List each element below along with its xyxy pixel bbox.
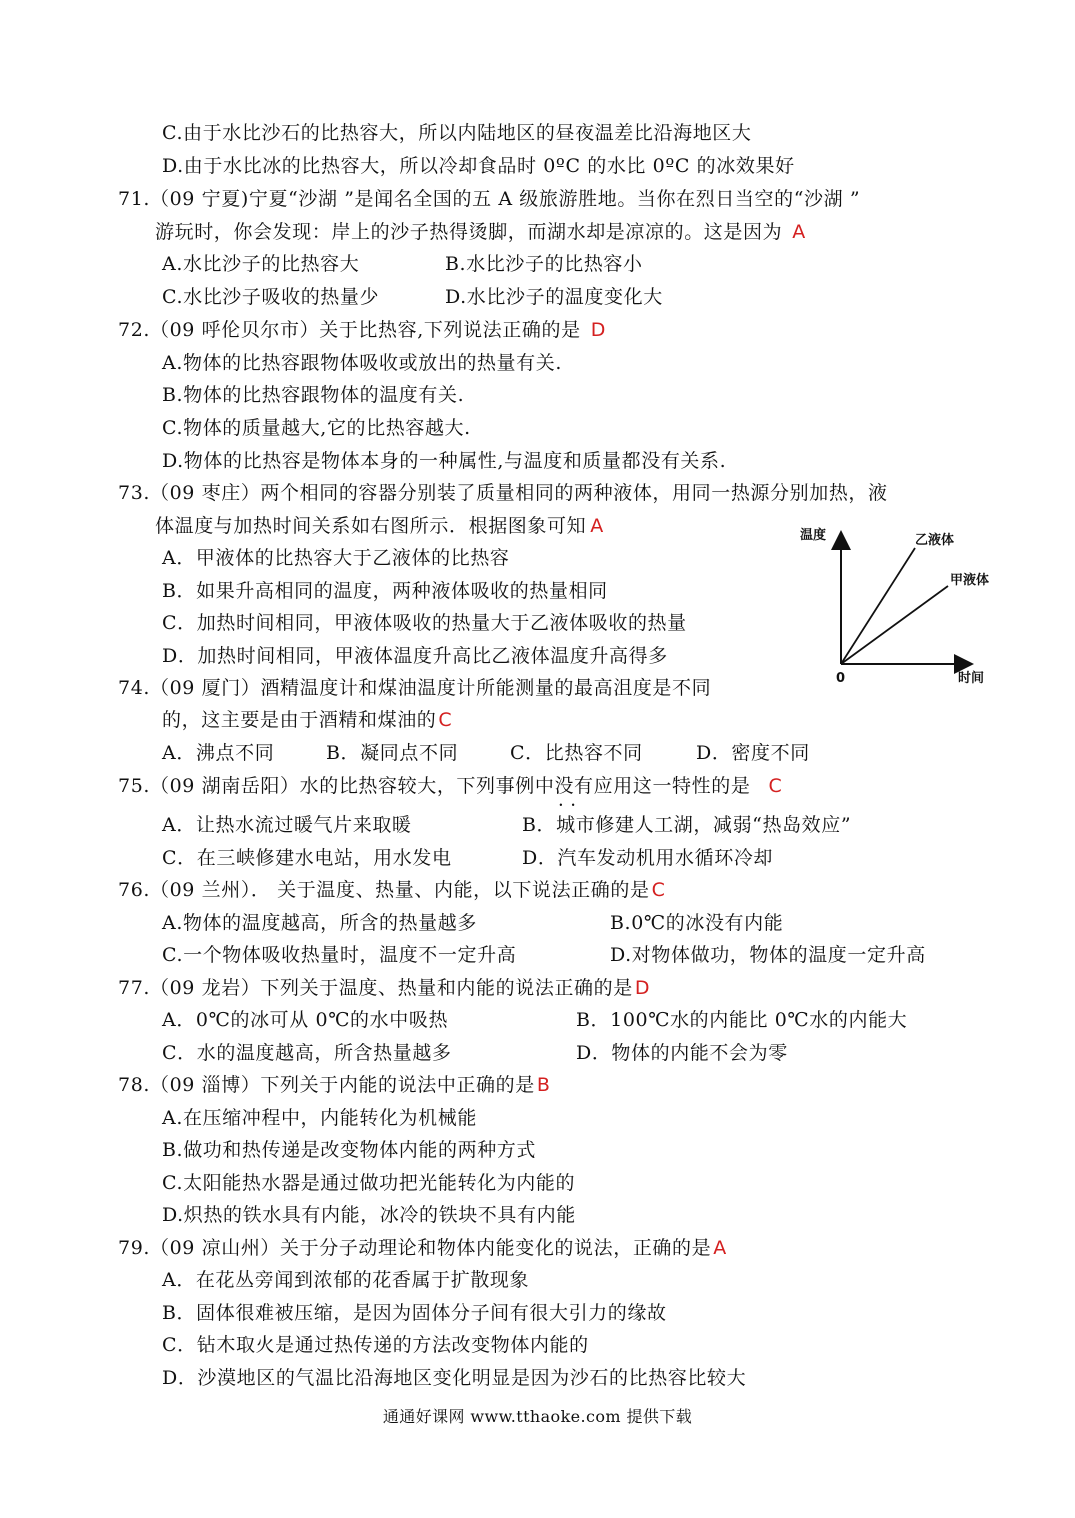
q74-stem-text: 的，这主要是由于酒精和煤油的 [162, 709, 437, 731]
q76-option-b: B.0℃的冰没有内能 [610, 912, 784, 934]
q79-stem [118, 1235, 727, 1261]
q77-answer: D [634, 977, 651, 999]
q74-option-d: D．密度不同 [696, 742, 810, 764]
q75-options-row2 [162, 845, 773, 871]
q77-option-c: C．水的温度越高，所含热量越多 [162, 1042, 452, 1064]
q77-options-row1 [162, 1007, 907, 1033]
q74-stem-line1: 74.（09 厦门）酒精温度计和煤油温度计所能测量的最高沮度是不同 [118, 677, 712, 699]
q72-answer: D [590, 319, 606, 341]
q79-stem-text: 79.（09 凉山州）关于分子动理论和物体内能变化的说法，正确的是 [118, 1237, 712, 1259]
q77-stem [118, 975, 650, 1001]
q77-options-row2 [162, 1040, 788, 1066]
q72-option-b: B.物体的比热容跟物体的温度有关. [162, 384, 465, 406]
q76-answer: C [651, 879, 666, 901]
q76-option-c: C.一个物体吸收热量时，温度不一定升高 [162, 944, 517, 966]
q75-option-b: B．城市修建人工湖，减弱“热岛效应” [522, 814, 852, 836]
q72-option-c: C.物体的质量越大,它的比热容越大. [162, 417, 471, 439]
q71-option-d: D.水比沙子的温度变化大 [445, 286, 663, 308]
q78-option-b: B.做功和热传递是改变物体内能的两种方式 [162, 1139, 537, 1161]
q76-option-d: D.对物体做功，物体的温度一定升高 [610, 944, 926, 966]
q73-option-d: D．加热时间相同，甲液体温度升高比乙液体温度升高得多 [162, 645, 668, 667]
q77-option-d: D．物体的内能不会为零 [576, 1042, 788, 1064]
q74-stem-line2 [162, 707, 452, 733]
q77-stem-text: 77.（09 龙岩）下列关于温度、热量和内能的说法正确的是 [118, 977, 633, 999]
q75-option-c: C．在三峡修建水电站，用水发电 [162, 847, 452, 869]
q71-stem-line1: 71.（09 宁夏)宁夏“沙湖 ”是闻名全国的五 A 级旅游胜地。当你在烈日当空的“沙湖 ” [118, 188, 861, 210]
q76-stem-text: 76.（09 兰州）． 关于温度、热量、内能，以下说法正确的是 [118, 879, 650, 901]
x-axis-label: 时间 [958, 671, 985, 686]
q79-option-d: D．沙漠地区的气温比沿海地区变化明显是因为沙石的比热容比较大 [162, 1367, 747, 1389]
q71-stem-line2 [155, 219, 806, 245]
q73-option-a: A．甲液体的比热容大于乙液体的比热容 [162, 547, 510, 569]
q78-option-d: D.炽热的铁水具有内能，冰冷的铁块不具有内能 [162, 1204, 576, 1226]
q71-options-row2 [162, 284, 663, 310]
q76-option-a: A.物体的温度越高，所含的热量越多 [162, 912, 477, 934]
q73-stem-text: 体温度与加热时间关系如右图所示．根据图象可知 [155, 515, 587, 537]
q75-stem-post: 应用这一特性的是 [593, 775, 751, 797]
q71-option-a: A.水比沙子的比热容大 [162, 253, 360, 275]
q71-option-b: B.水比沙子的比热容小 [445, 253, 643, 275]
q71-answer: A [792, 221, 806, 243]
q77-option-a: A．0℃的冰可从 0℃的水中吸热 [162, 1009, 449, 1031]
q78-stem [118, 1072, 550, 1098]
q70-option-c: C.由于水比沙石的比热容大，所以内陆地区的昼夜温差比沿海地区大 [162, 122, 752, 144]
q70-option-d: D.由于水比冰的比热容大，所以冷却食品时 0ºC 的水比 0ºC 的冰效果好 [162, 155, 795, 177]
q74-option-a: A．沸点不同 [162, 742, 275, 764]
q73-answer: A [590, 515, 604, 537]
q75-stem [118, 773, 782, 799]
q73-option-b: B．如果升高相同的温度，两种液体吸收的热量相同 [162, 580, 608, 602]
series-line-jia [841, 586, 948, 664]
q73-option-c: C．加热时间相同，甲液体吸收的热量大于乙液体吸收的热量 [162, 612, 687, 634]
q76-stem [118, 877, 665, 903]
q79-option-c: C．钻木取火是通过热传递的方法改变物体内能的 [162, 1334, 589, 1356]
q73-stem-line2 [155, 513, 604, 539]
q78-answer: B [536, 1074, 551, 1096]
q78-stem-text: 78.（09 淄博）下列关于内能的说法中正确的是 [118, 1074, 535, 1096]
q72-option-d: D.物体的比热容是物体本身的一种属性,与温度和质量都没有关系. [162, 450, 727, 472]
q75-answer: C [768, 775, 783, 797]
q74-options-row [162, 740, 810, 766]
q79-answer: A [713, 1237, 727, 1259]
q71-option-c: C.水比沙子吸收的热量少 [162, 286, 380, 308]
q76-options-row2 [162, 942, 926, 968]
series-label-jia: 甲液体 [950, 573, 990, 588]
q77-option-b: B．100℃水的内能比 0℃水的内能大 [576, 1009, 908, 1031]
q71-stem-text: 游玩时，你会发现：岸上的沙子热得烫脚，而湖水却是凉凉的。这是因为 [155, 221, 783, 243]
q75-option-d: D．汽车发动机用水循环冷却 [522, 847, 774, 869]
q76-options-row1 [162, 910, 783, 936]
q75-options-row1 [162, 812, 851, 838]
q72-stem [118, 317, 606, 343]
q75-stem-emphasis: 没有 • • [554, 773, 593, 799]
q71-options-row1 [162, 251, 643, 277]
origin-label: 0 [836, 671, 846, 686]
q79-option-a: A．在花丛旁闻到浓郁的花香属于扩散现象 [162, 1269, 530, 1291]
q78-option-c: C.太阳能热水器是通过做功把光能转化为内能的 [162, 1172, 576, 1194]
q72-option-a: A.物体的比热容跟物体吸收或放出的热量有关. [162, 352, 563, 374]
q73-stem-line1: 73.（09 枣庄）两个相同的容器分别装了质量相同的两种液体，用同一热源分别加热，液 [118, 482, 888, 504]
q74-option-c: C．比热容不同 [510, 742, 643, 764]
y-axis-label: 温度 [800, 528, 827, 543]
q79-option-b: B．固体很难被压缩，是因为固体分子间有很大引力的缘故 [162, 1302, 667, 1324]
q75-stem-pre: 75.（09 湖南岳阳）水的比热容较大，下列事例中 [118, 775, 555, 797]
q78-option-a: A.在压缩冲程中，内能转化为机械能 [162, 1107, 477, 1129]
series-label-yi: 乙液体 [915, 533, 955, 548]
q72-stem-text: 72.（09 呼伦贝尔市）关于比热容,下列说法正确的是 [118, 319, 581, 341]
page-footer: 通通好课网 www.tthaoke.com 提供下载 [382, 1407, 693, 1426]
q74-option-b: B．凝同点不同 [326, 742, 459, 764]
series-line-yi [841, 548, 915, 664]
q75-option-a: A．让热水流过暖气片来取暖 [162, 814, 412, 836]
temperature-time-graph [790, 522, 1010, 692]
q74-answer: C [438, 709, 453, 731]
